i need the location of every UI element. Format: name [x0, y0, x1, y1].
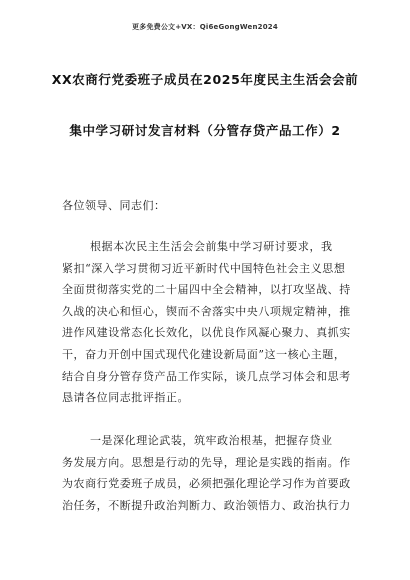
salutation: 各位领导、同志们： [62, 199, 166, 212]
paragraph-line: 进作风建设常态化长效化，以优良作风凝心聚力、真抓实 [62, 326, 351, 340]
header-note: 更多免费公文+VX：Qi6eGongWen2024 [132, 23, 278, 31]
body-paragraph-1 [62, 236, 354, 409]
paragraph-line: 结合自身分管存贷产品工作实际，谈几点学习体会和思考 [62, 369, 351, 383]
paragraph-line: 根据本次民主生活会会前集中学习研讨要求，我 [90, 240, 333, 253]
paragraph-line: 务发展方向。思想是行动的先导，理论是实践的指南。作 [62, 455, 351, 469]
paragraph-line: 治任务，不断提升政治判断力、政治领悟力、政治执行力 [62, 498, 351, 512]
document-title-line-1: XX农商行党委班子成员在2025年度民主生活会会前 [51, 72, 359, 87]
paragraph-line: 全面贯彻落实党的二十届四中全会精神，以打攻坚战、持 [62, 283, 351, 297]
paragraph-line: 一是深化理论武装，筑牢政治根基，把握存贷业 [90, 434, 333, 447]
document-title-line-2: 集中学习研讨发言材料（分管存贷产品工作）2 [69, 123, 341, 138]
paragraph-line: 干，奋力开创中国式现代化建设新局面”这一核心主题， [62, 347, 346, 361]
paragraph-line: 久战的决心和恒心，锲而不舍落实中央八项规定精神，推 [62, 304, 351, 318]
paragraph-line: 为农商行党委班子成员，必须把强化理论学习作为首要政 [62, 477, 351, 491]
paragraph-line: 紧扣“深入学习贯彻习近平新时代中国特色社会主义思想 [62, 261, 346, 275]
body-paragraph-2 [62, 430, 354, 516]
paragraph-line: 恳请各位同志批评指正。 [62, 391, 190, 405]
